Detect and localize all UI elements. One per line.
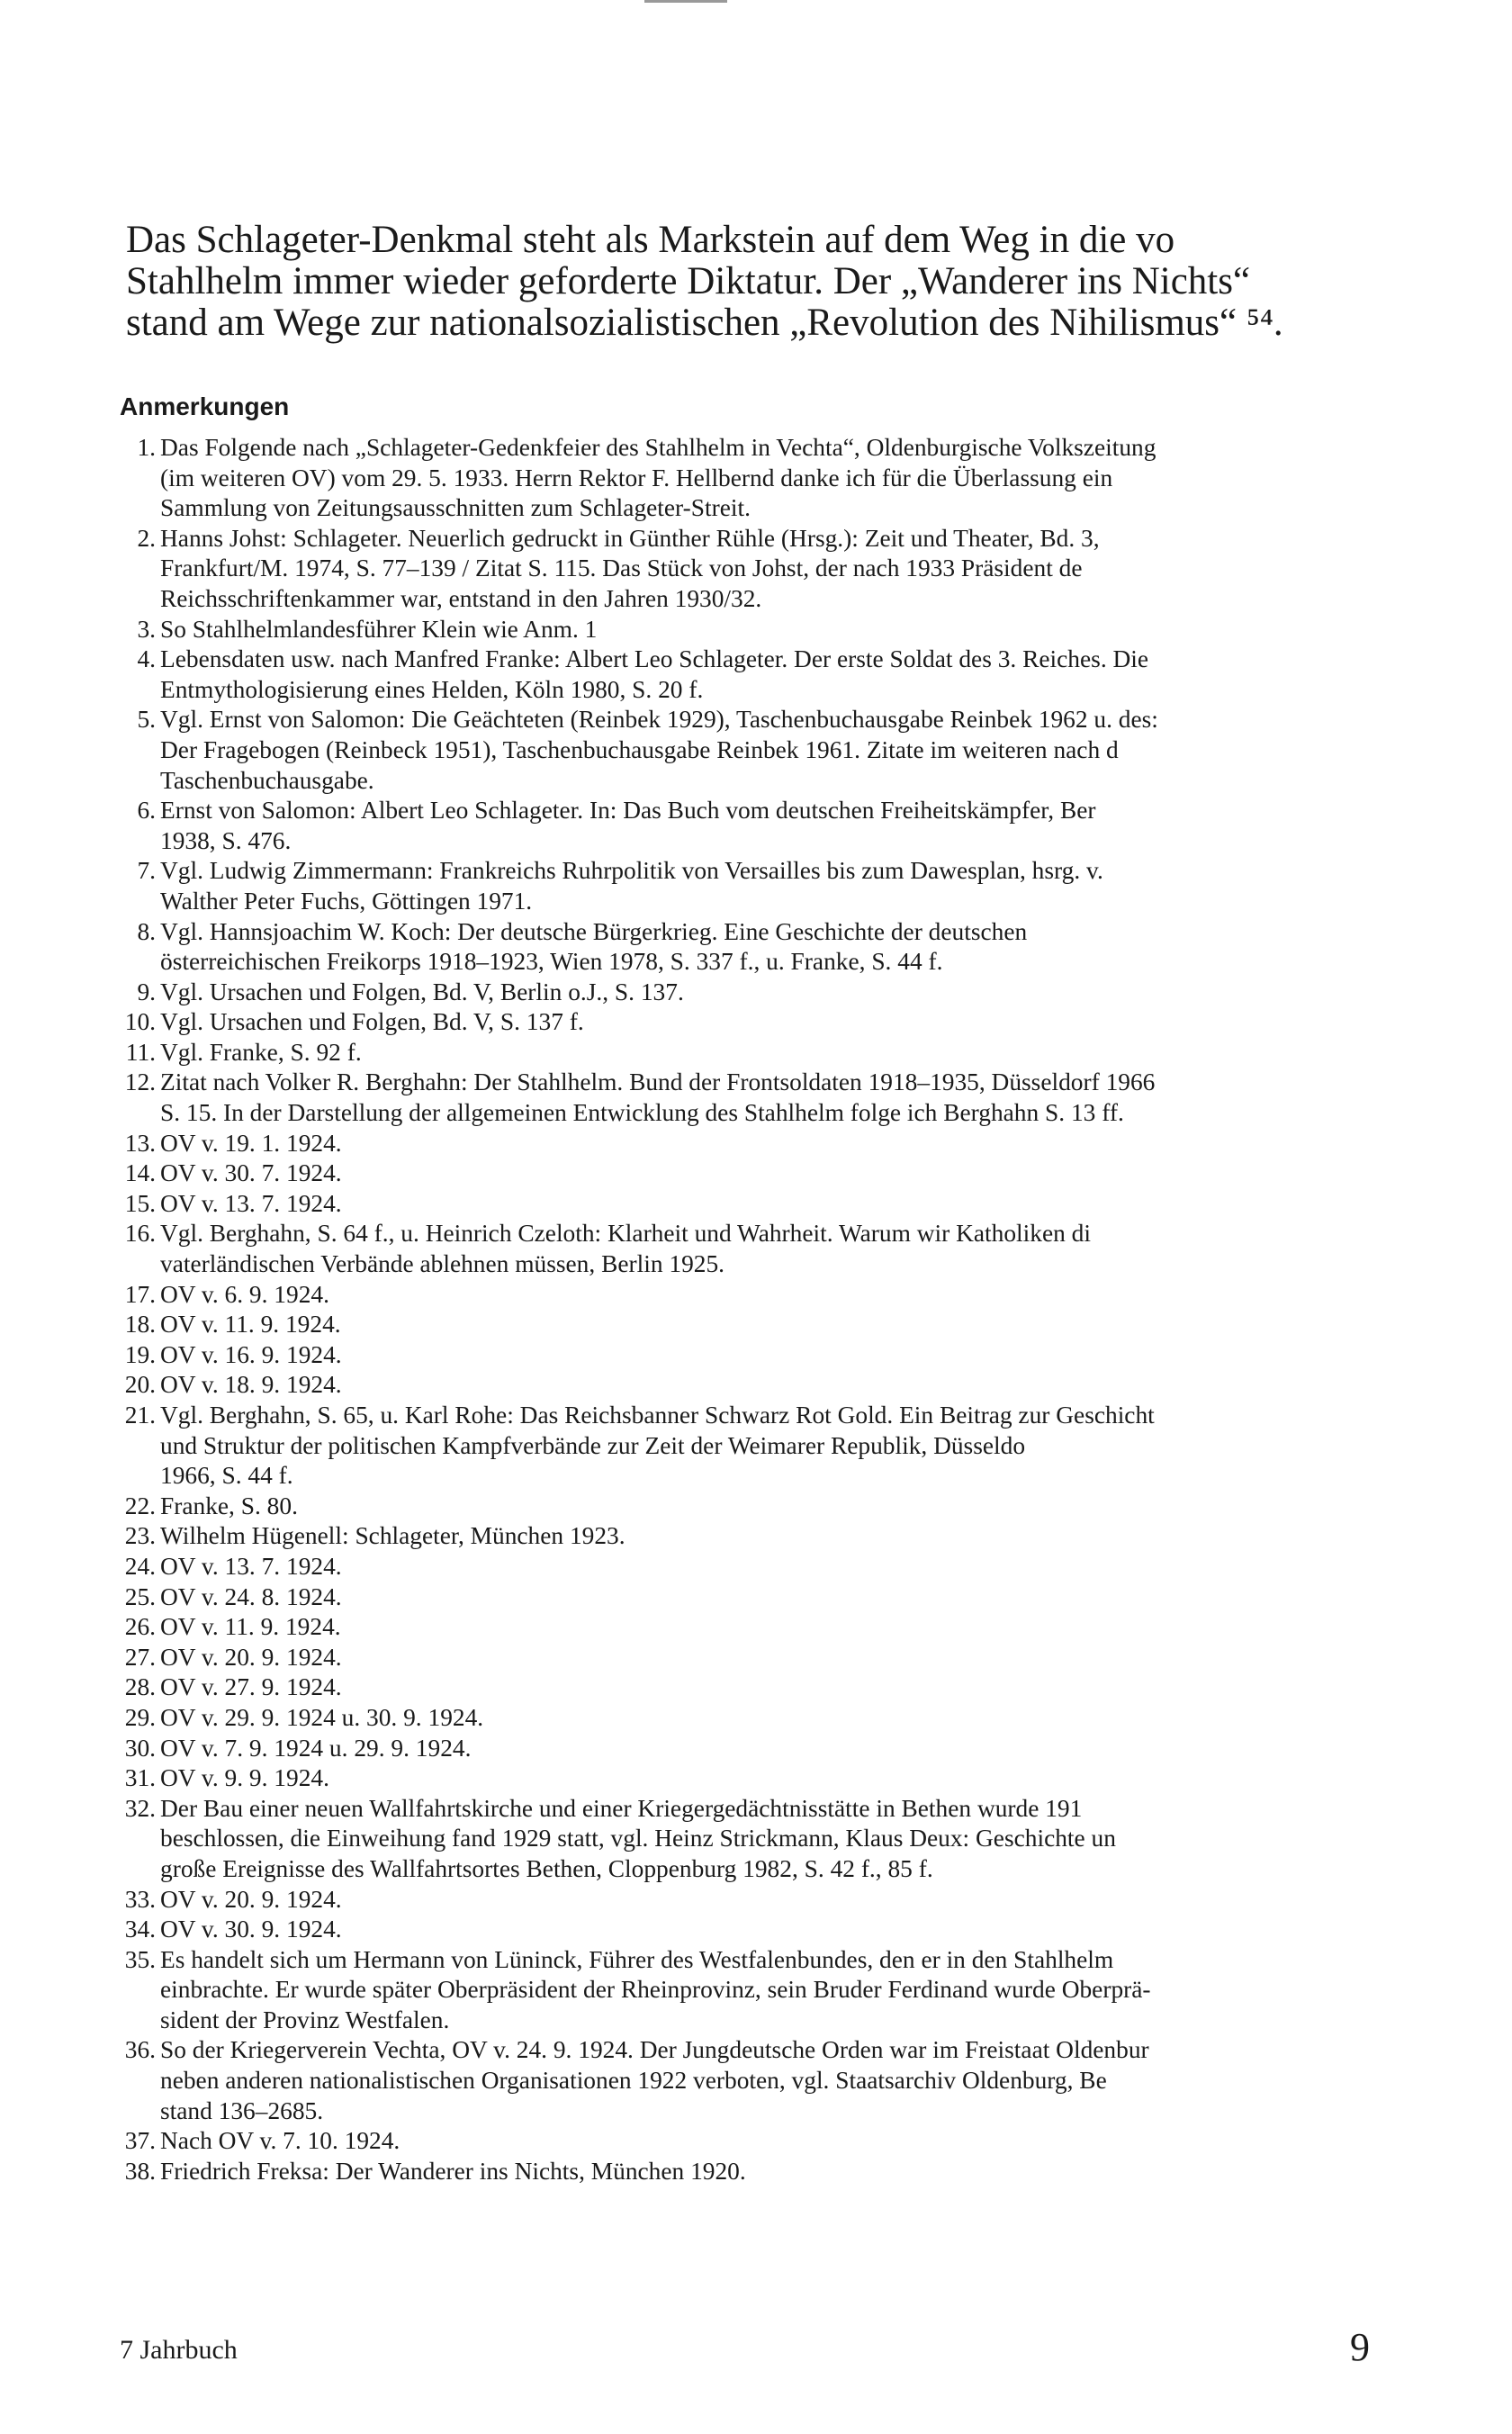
- note-item: [120, 1158, 1396, 1189]
- notes-heading: Anmerkungen: [120, 392, 290, 420]
- note-item: [120, 1340, 1396, 1371]
- note-text: Vgl. Berghahn, S. 64 f., u. Heinrich Czeloth: Klarheit und Wahrheit. Warum wir Katholiken di vaterländischen Verbände ablehnen müssen, Berlin 1925.: [160, 1220, 1091, 1278]
- note-item: [120, 1492, 1396, 1522]
- note-text: Franke, S. 80.: [160, 1492, 298, 1519]
- note-text: OV v. 7. 9. 1924 u. 29. 9. 1924.: [160, 1734, 472, 1762]
- note-text: Friedrich Freksa: Der Wanderer ins Nichts, München 1920.: [160, 2157, 746, 2185]
- note-number: 22.: [124, 1492, 156, 1519]
- note-item: [120, 645, 1396, 705]
- note-text: OV v. 20. 9. 1924.: [160, 1643, 342, 1671]
- note-number: 15.: [124, 1189, 156, 1217]
- note-item: [120, 1734, 1396, 1764]
- note-item: [120, 1703, 1396, 1734]
- note-text: OV v. 13. 7. 1924.: [160, 1552, 342, 1580]
- note-number: 19.: [124, 1340, 156, 1368]
- note-number: 31.: [124, 1764, 156, 1792]
- note-item: [120, 1643, 1396, 1673]
- note-text: Vgl. Ludwig Zimmermann: Frankreichs Ruhrpolitik von Versailles bis zum Dawesplan, hsrg. v. Walther Peter Fuchs, Göttingen 1971.: [160, 857, 1103, 915]
- note-text: Vgl. Berghahn, S. 65, u. Karl Rohe: Das Reichsbanner Schwarz Rot Gold. Ein Beitrag zur Geschicht und Struktur der politischen Kampfverbände zur Zeit der Weimarer Republik, Düsseldo 1966, S. 44 f.: [160, 1402, 1155, 1490]
- note-item: [120, 1794, 1396, 1885]
- note-text: OV v. 11. 9. 1924.: [160, 1311, 341, 1339]
- note-text: Vgl. Ursachen und Folgen, Bd. V, Berlin o.J., S. 137.: [160, 978, 684, 1005]
- note-number: 16.: [124, 1220, 156, 1248]
- note-text: OV v. 6. 9. 1924.: [160, 1280, 329, 1308]
- note-number: 20.: [124, 1371, 156, 1399]
- note-item: [120, 1763, 1396, 1794]
- note-item: [120, 1280, 1396, 1311]
- note-text: So der Kriegerverein Vechta, OV v. 24. 9. 1924. Der Jungdeutsche Orden war im Freistaat Oldenbur neben anderen nationalistischen Organisationen 1922 verboten, vgl. Staatsarchiv Oldenburg, Be stand 136–2685.: [160, 2036, 1149, 2124]
- note-text: Vgl. Franke, S. 92 f.: [160, 1038, 362, 1066]
- notes-list: [120, 433, 1396, 2186]
- note-item: [120, 1129, 1396, 1159]
- note-number: 30.: [124, 1734, 156, 1762]
- note-number: 37.: [124, 2127, 156, 2155]
- note-text: OV v. 13. 7. 1924.: [160, 1189, 342, 1217]
- note-number: 14.: [124, 1159, 156, 1187]
- note-text: Vgl. Ursachen und Folgen, Bd. V, S. 137 f.: [160, 1008, 584, 1036]
- note-number: 36.: [124, 2036, 156, 2064]
- note-text: OV v. 9. 9. 1924.: [160, 1764, 329, 1792]
- note-text: Ernst von Salomon: Albert Leo Schlageter. In: Das Buch vom deutschen Freiheitskämpfer, Ber 1938, S. 476.: [160, 797, 1096, 854]
- note-item: [120, 1038, 1396, 1068]
- note-number: 34.: [124, 1916, 156, 1943]
- note-text: Der Bau einer neuen Wallfahrtskirche und einer Kriegergedächtnisstätte in Bethen wurde 191 beschlossen, die Einweihung fand 1929 statt, vgl. Heinz Strickmann, Klaus Deux: Geschichte un große Ereignisse des Wallfahrtsortes Bethen, Cloppenburg 1982, S. 42 f., 85 f.: [160, 1794, 1116, 1882]
- note-text: OV v. 30. 9. 1924.: [160, 1916, 342, 1943]
- note-item: [120, 1310, 1396, 1340]
- note-number: 18.: [124, 1311, 156, 1339]
- note-item: [120, 2035, 1396, 2126]
- note-text: OV v. 24. 8. 1924.: [160, 1582, 342, 1610]
- note-item: [120, 1521, 1396, 1552]
- note-item: [120, 1915, 1396, 1945]
- note-item: [120, 1582, 1396, 1613]
- note-text: OV v. 29. 9. 1924 u. 30. 9. 1924.: [160, 1703, 484, 1731]
- note-text: Vgl. Ernst von Salomon: Die Geächteten (Reinbek 1929), Taschenbuchausgabe Reinbek 1962 u. des: Der Fragebogen (Reinbeck 1951), Taschenbuchausgabe Reinbek 1961. Zitate im weiteren nach d Taschenbuchausgabe.: [160, 706, 1158, 794]
- note-number: 24.: [124, 1552, 156, 1580]
- note-item: [120, 1885, 1396, 1916]
- note-text: Es handelt sich um Hermann von Lüninck, Führer des Westfalenbundes, den er in den Stahlhelm einbrachte. Er wurde später Oberpräsident der Rheinprovinz, sein Bruder Ferdinand wurde Oberprä- sident der Provinz Westfalen.: [160, 1945, 1151, 2033]
- note-number: 26.: [124, 1613, 156, 1641]
- note-item: [120, 433, 1396, 524]
- note-number: 25.: [124, 1582, 156, 1610]
- note-number: 7.: [137, 857, 156, 885]
- note-number: 35.: [124, 1945, 156, 1973]
- note-number: 6.: [137, 797, 156, 825]
- note-text: So Stahlhelmlandesführer Klein wie Anm. 1: [160, 615, 598, 643]
- note-text: Zitat nach Volker R. Berghahn: Der Stahlhelm. Bund der Frontsoldaten 1918–1935, Düsseldorf 1966 S. 15. In der Darstellung der allgemeinen Entwicklung des Stahlhelm folge ich Berghahn S. 13 ff.: [160, 1068, 1156, 1127]
- footer-label: 7 Jahrbuch: [120, 2335, 238, 2365]
- note-item: [120, 1370, 1396, 1401]
- note-text: Hanns Johst: Schlageter. Neuerlich gedruckt in Günther Rühle (Hrsg.): Zeit und Theater, Bd. 3, Frankfurt/M. 1974, S. 77–139 / Zitat S. 115. Das Stück von Johst, der nach 1933 Präsident de Reichsschriftenkammer war, entstand in den Jahren 1930/32.: [160, 524, 1100, 612]
- note-number: 28.: [124, 1673, 156, 1701]
- note-text: OV v. 20. 9. 1924.: [160, 1885, 342, 1913]
- note-text: Lebensdaten usw. nach Manfred Franke: Albert Leo Schlageter. Der erste Soldat des 3. Reiches. Die Entmythologisierung eines Helden, Köln 1980, S. 20 f.: [160, 645, 1149, 703]
- note-item: [120, 1552, 1396, 1582]
- note-item: [120, 2157, 1396, 2187]
- note-number: 8.: [137, 917, 156, 945]
- note-number: 11.: [125, 1038, 156, 1066]
- note-text: OV v. 27. 9. 1924.: [160, 1673, 342, 1701]
- note-item: [120, 1007, 1396, 1038]
- note-number: 2.: [137, 524, 156, 552]
- note-text: OV v. 16. 9. 1924.: [160, 1340, 342, 1368]
- note-text: Wilhelm Hügenell: Schlageter, München 1923.: [160, 1522, 626, 1550]
- note-number: 27.: [124, 1643, 156, 1671]
- note-number: 23.: [124, 1522, 156, 1550]
- note-item: [120, 1401, 1396, 1492]
- note-number: 9.: [137, 978, 156, 1005]
- note-number: 17.: [124, 1280, 156, 1308]
- note-number: 4.: [137, 645, 156, 673]
- note-item: [120, 2126, 1396, 2157]
- note-item: [120, 856, 1396, 916]
- note-item: [120, 1068, 1396, 1128]
- note-item: [120, 978, 1396, 1008]
- note-item: [120, 1612, 1396, 1643]
- note-text: OV v. 19. 1. 1924.: [160, 1129, 342, 1157]
- note-item: [120, 1189, 1396, 1220]
- note-item: [120, 705, 1396, 796]
- note-number: 38.: [124, 2157, 156, 2185]
- scan-mark: [644, 0, 727, 3]
- note-item: [120, 615, 1396, 645]
- page-number: 9: [1350, 2325, 1370, 2369]
- note-text: OV v. 11. 9. 1924.: [160, 1613, 341, 1641]
- note-item: [120, 524, 1396, 615]
- note-number: 10.: [124, 1008, 156, 1036]
- note-number: 33.: [124, 1885, 156, 1913]
- note-text: OV v. 18. 9. 1924.: [160, 1371, 342, 1399]
- note-number: 1.: [137, 434, 156, 461]
- note-item: [120, 796, 1396, 856]
- note-number: 3.: [137, 615, 156, 643]
- note-number: 5.: [137, 706, 156, 734]
- note-item: [120, 1672, 1396, 1703]
- note-item: [120, 917, 1396, 978]
- note-item: [120, 1219, 1396, 1279]
- note-number: 13.: [124, 1129, 156, 1157]
- intro-paragraph: Das Schlageter-Denkmal steht als Markstein auf dem Weg in die vo Stahlhelm immer wieder geforderte Diktatur. Der „Wanderer ins Nichts“ stand am Wege zur nationalsozialistischen „Revolution des Nihilismus“ ⁵⁴.: [126, 219, 1283, 344]
- note-number: 29.: [124, 1703, 156, 1731]
- note-text: Nach OV v. 7. 10. 1924.: [160, 2127, 400, 2155]
- note-text: Vgl. Hannsjoachim W. Koch: Der deutsche Bürgerkrieg. Eine Geschichte der deutschen österreichischen Freikorps 1918–1923, Wien 1978, S. 337 f., u. Franke, S. 44 f.: [160, 917, 1028, 976]
- note-number: 21.: [124, 1402, 156, 1429]
- note-text: Das Folgende nach „Schlageter-Gedenkfeier des Stahlhelm in Vechta“, Oldenburgische Volkszeitung (im weiteren OV) vom 29. 5. 1933. Herrn Rektor F. Hellbernd danke ich für die Überlassung ein Sammlung von Zeitungsausschnitten zum Schlageter-Streit.: [160, 434, 1156, 522]
- note-text: OV v. 30. 7. 1924.: [160, 1159, 342, 1187]
- note-item: [120, 1945, 1396, 2036]
- note-number: 32.: [124, 1794, 156, 1822]
- note-number: 12.: [124, 1068, 156, 1096]
